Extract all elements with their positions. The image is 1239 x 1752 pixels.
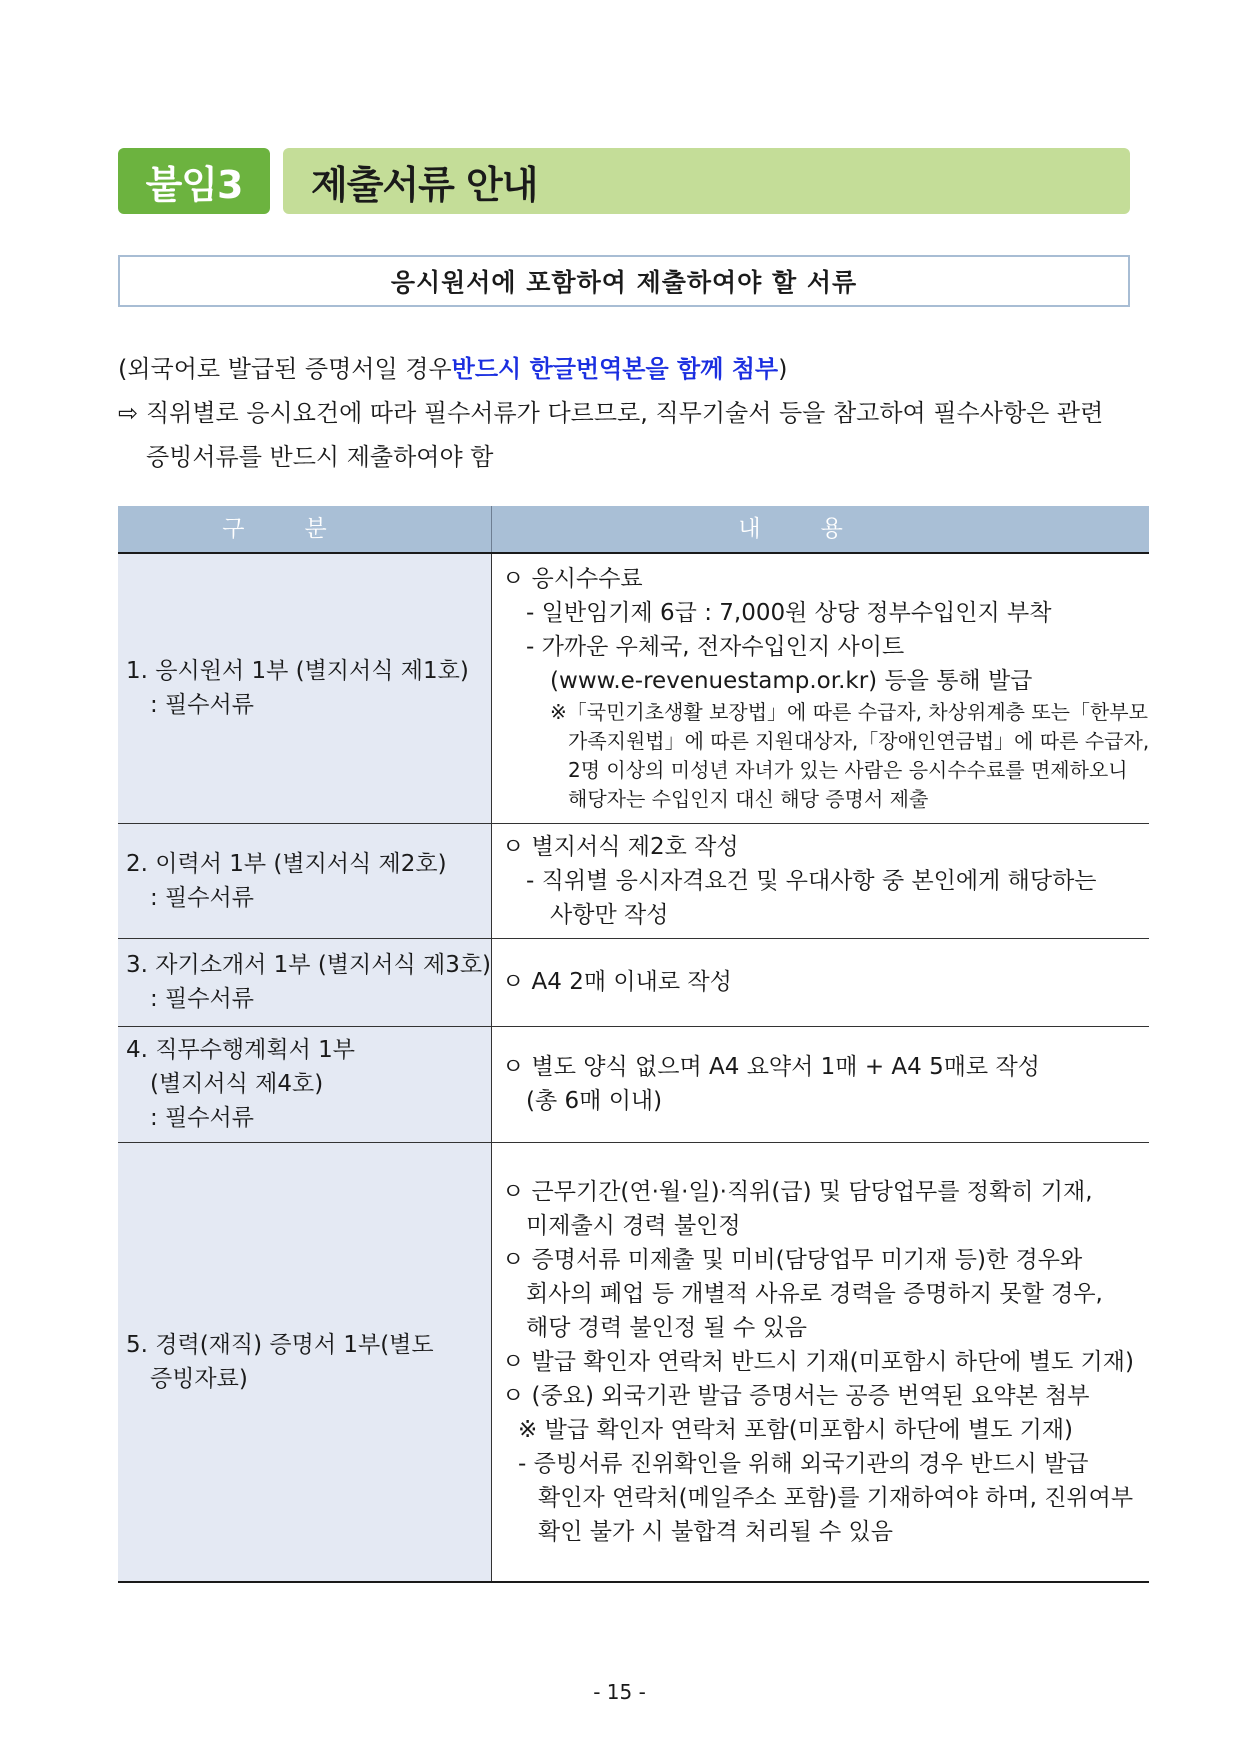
content-line: 확인자 연락처(메일주소 포함)를 기재하여야 하며, 진위여부	[538, 1484, 1134, 1511]
notice-line-3: 증빙서류를 반드시 제출하여야 함	[146, 443, 494, 471]
row-content	[492, 1026, 1150, 1142]
notice-prefix: (외국어로 발급된 증명서일 경우	[118, 355, 452, 383]
page-number: - 15 -	[593, 1680, 646, 1704]
table-row	[118, 1026, 1149, 1142]
row-category	[118, 553, 492, 823]
content-line: ㅇ 응시수수료	[502, 566, 643, 593]
row-category	[118, 823, 492, 938]
table-row	[118, 823, 1149, 938]
cat-line: 1. 응시원서 1부 (별지서식 제1호)	[126, 658, 469, 685]
content-line: - 가까운 우체국, 전자수입인지 사이트	[526, 634, 905, 661]
cat-line: 증빙자료)	[150, 1365, 248, 1392]
row-category	[118, 938, 492, 1026]
content-line: ㅇ 발급 확인자 연락처 반드시 기재(미포함시 하단에 별도 기재)	[502, 1348, 1134, 1375]
content-line: 회사의 폐업 등 개별적 사유로 경력을 증명하지 못할 경우,	[526, 1280, 1103, 1307]
content-line: 미제출시 경력 불인정	[526, 1212, 741, 1239]
cat-line: 2. 이력서 1부 (별지서식 제2호)	[126, 850, 447, 877]
content-line: ※ 발급 확인자 연락처 포함(미포함시 하단에 별도 기재)	[518, 1416, 1074, 1443]
documents-table	[118, 506, 1149, 1583]
notice-emphasis: 반드시 한글번역본을 함께 첨부	[451, 355, 779, 383]
content-line: ㅇ (중요) 외국기관 발급 증명서는 공증 번역된 요약본 첨부	[502, 1382, 1090, 1409]
cat-line: 5. 경력(재직) 증명서 1부(별도	[126, 1331, 434, 1358]
row-category	[118, 1026, 492, 1142]
header-content: 내용	[492, 506, 1150, 553]
cat-line: : 필수서류	[150, 1105, 254, 1131]
content-line: - 일반임기제 6급 : 7,000원 상당 정부수입인지 부착	[526, 600, 1052, 627]
content-line: 사항만 작성	[550, 901, 669, 928]
table-row	[118, 938, 1149, 1026]
subtitle-box: 응시원서에 포함하여 제출하여야 할 서류	[118, 255, 1130, 307]
content-line: - 증빙서류 진위확인을 위해 외국기관의 경우 반드시 발급	[518, 1450, 1089, 1477]
table-header-row	[118, 506, 1149, 553]
attachment-badge: 붙임3	[118, 148, 270, 214]
content-line: 확인 불가 시 불합격 처리될 수 있음	[538, 1518, 893, 1545]
cat-line: 3. 자기소개서 1부 (별지서식 제3호)	[126, 952, 492, 978]
content-line: (총 6매 이내)	[526, 1088, 663, 1114]
content-line: ㅇ 별지서식 제2호 작성	[502, 833, 739, 860]
arrow-icon: ⇨	[118, 399, 139, 427]
content-line: ㅇ 별도 양식 없으며 A4 요약서 1매 + A4 5매로 작성	[502, 1054, 1040, 1080]
row-content	[492, 938, 1150, 1026]
content-note-line: 해당자는 수입인지 대신 해당 증명서 제출	[568, 787, 929, 812]
cat-line: : 필수서류	[150, 692, 254, 719]
notice-line-2	[118, 396, 1103, 430]
content-line: - 직위별 응시자격요건 및 우대사항 중 본인에게 해당하는	[526, 867, 1097, 894]
table-row	[118, 553, 1149, 823]
cat-line: 4. 직무수행계획서 1부	[126, 1037, 355, 1063]
notice-suffix: )	[778, 355, 788, 383]
section-title: 제출서류 안내	[283, 148, 1130, 214]
cat-line: : 필수서류	[150, 884, 254, 911]
row-category	[118, 1142, 492, 1582]
content-line: ㅇ A4 2매 이내로 작성	[502, 969, 732, 995]
cat-line: : 필수서류	[150, 986, 254, 1012]
content-line: (www.e-revenuestamp.or.kr) 등을 통해 발급	[550, 668, 1033, 695]
content-note-line: ※「국민기초생활 보장법」에 따른 수급자, 차상위계층 또는「한부모	[550, 700, 1148, 725]
row-content	[492, 1142, 1150, 1582]
cat-line: (별지서식 제4호)	[150, 1071, 324, 1097]
content-note-line: 가족지원법」에 따른 지원대상자,「장애인연금법」에 따른 수급자,	[568, 729, 1150, 754]
row-content	[492, 553, 1150, 823]
row-content	[492, 823, 1150, 938]
header-category: 구분	[118, 506, 492, 553]
table-row	[118, 1142, 1149, 1582]
content-note-line: 2명 이상의 미성년 자녀가 있는 사람은 응시수수료를 면제하오니	[568, 758, 1128, 783]
content-line: ㅇ 증명서류 미제출 및 미비(담당업무 미기재 등)한 경우와	[502, 1246, 1083, 1273]
notice-line-1	[118, 352, 788, 386]
notice-text-2: 직위별로 응시요건에 따라 필수서류가 다르므로, 직무기술서 등을 참고하여 필수사항은 관련	[146, 399, 1104, 427]
content-line: 해당 경력 불인정 될 수 있음	[526, 1314, 807, 1341]
content-line: ㅇ 근무기간(연·월·일)·직위(급) 및 담당업무를 정확히 기재,	[502, 1178, 1093, 1205]
